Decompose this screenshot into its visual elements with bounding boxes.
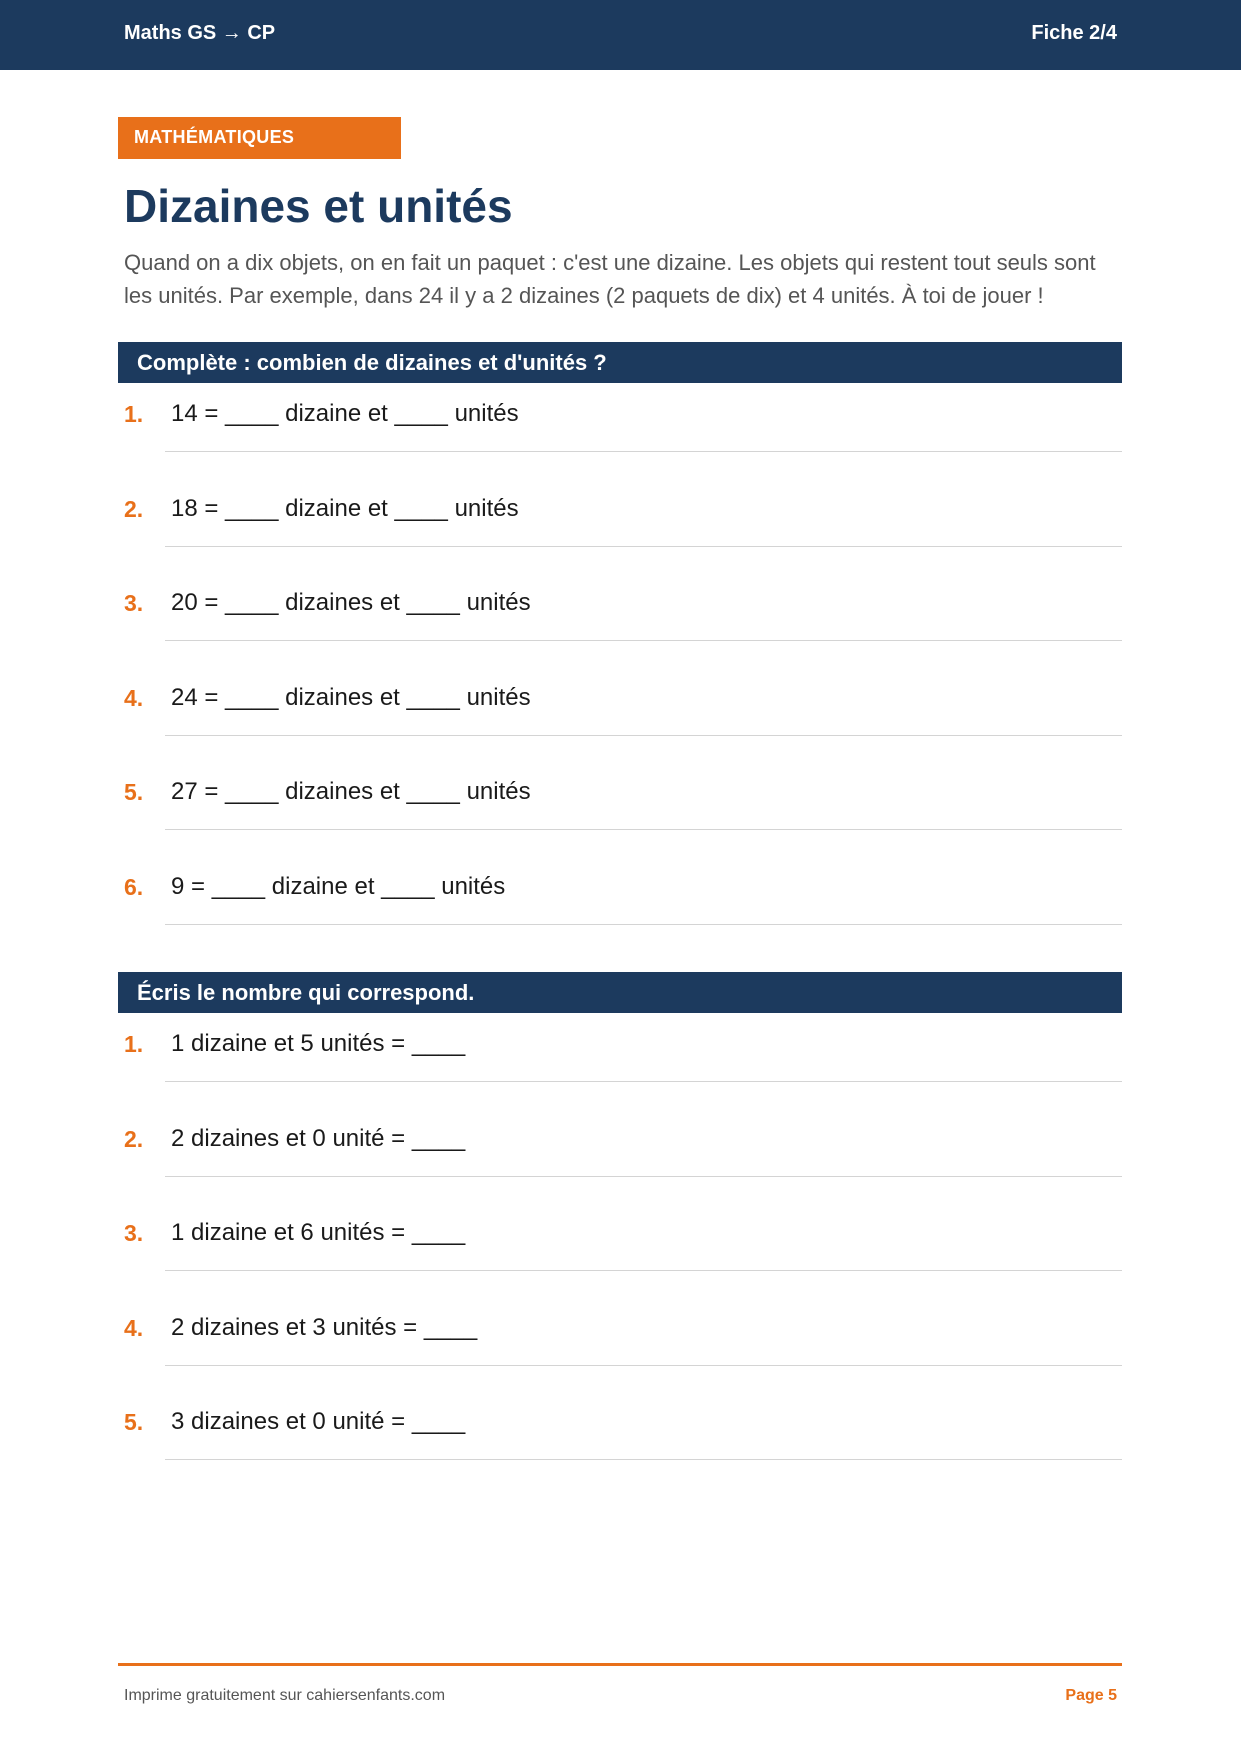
sheet-counter: Fiche 2/4 [1031,22,1117,44]
exercise-number: 2. [124,495,144,522]
exercise-number: 6. [124,873,144,900]
section-header-decompose: Complète : combien de dizaines et d'unités ? [118,342,1122,383]
exercise-text: 1 dizaine et 6 unités = ____ [171,1219,466,1246]
exercise-text: 24 = ____ dizaines et ____ unités [171,683,531,711]
exercise-list-decompose [118,383,1122,950]
exercise-item [118,478,1122,573]
subject-tag: MATHÉMATIQUES [118,117,401,159]
top-bar [0,0,1241,70]
exercise-item [118,667,1122,762]
exercise-item [118,761,1122,856]
answer-line [165,1081,1122,1082]
exercise-text: 2 dizaines et 0 unité = ____ [171,1124,466,1152]
exercise-item [118,856,1122,951]
intro-paragraph: Quand on a dix objets, on en fait un paquet : c'est une dizaine. Les objets qui restent tout seuls sont les unités. Par exemple, dans 24 il y a 2 dizaines (2 paquets de dix) et 4 unités. À toi de jouer ! [124,250,1096,308]
exercise-item [118,383,1122,478]
exercise-number: 3. [124,590,144,616]
answer-line [165,546,1122,547]
footer-divider [118,1663,1122,1666]
exercise-text: 27 = ____ dizaines et ____ unités [171,778,531,805]
exercise-number: 4. [124,684,144,711]
exercise-number: 5. [124,1409,144,1435]
exercise-item [118,572,1122,667]
exercise-text: 1 dizaine et 5 unités = ____ [171,1030,466,1057]
answer-line [165,1365,1122,1366]
exercise-list-compose [118,1013,1122,1486]
answer-line [165,451,1122,452]
answer-line [165,640,1122,641]
exercise-item [118,1108,1122,1203]
answer-line [165,1459,1122,1460]
exercise-number: 1. [124,401,144,427]
exercise-text: 3 dizaines et 0 unité = ____ [171,1408,466,1435]
footer-credit: Imprime gratuitement sur cahiersenfants.com [124,1687,446,1704]
exercise-item [118,1297,1122,1392]
exercise-number: 1. [124,1031,144,1057]
exercise-text: 14 = ____ dizaine et ____ unités [171,400,519,427]
exercise-text: 2 dizaines et 3 unités = ____ [171,1313,478,1341]
exercise-number: 4. [124,1314,144,1341]
section-header-compose: Écris le nombre qui correspond. [118,972,1122,1013]
course-label: Maths GS → CP [124,22,276,44]
exercise-item [118,1202,1122,1297]
exercise-text: 9 = ____ dizaine et ____ unités [171,872,506,900]
answer-line [165,735,1122,736]
answer-line [165,1270,1122,1271]
exercise-number: 2. [124,1125,144,1152]
answer-line [165,829,1122,830]
exercise-text: 20 = ____ dizaines et ____ unités [171,589,531,616]
exercise-number: 3. [124,1220,144,1246]
exercise-text: 18 = ____ dizaine et ____ unités [171,494,519,522]
exercise-number: 5. [124,779,144,805]
page-number: Page 5 [1065,1687,1117,1704]
exercise-item [118,1391,1122,1486]
answer-line [165,1176,1122,1177]
exercise-item [118,1013,1122,1108]
page-title: Dizaines et unités [124,180,513,232]
answer-line [165,924,1122,925]
